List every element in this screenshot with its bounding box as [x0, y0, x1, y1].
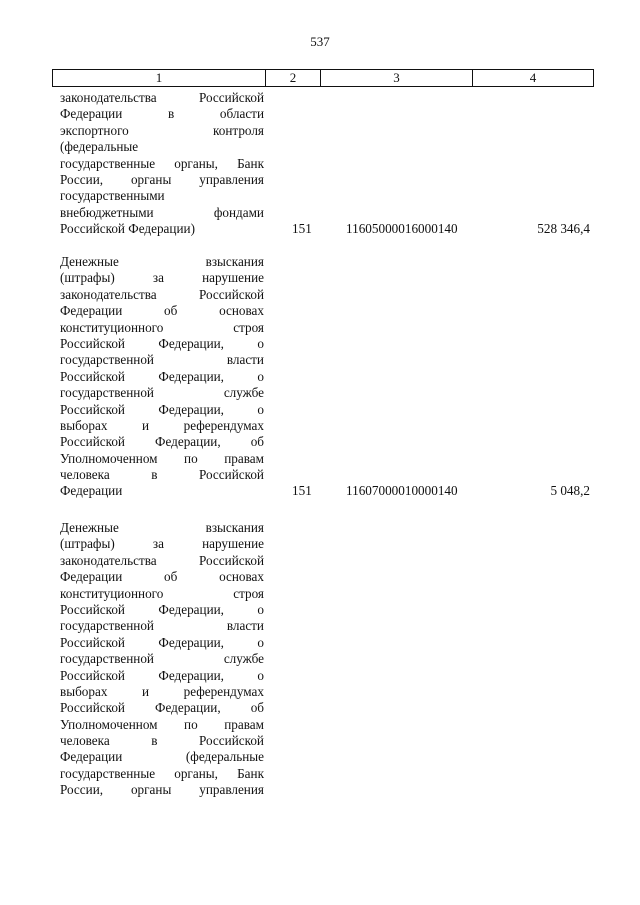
text-line: Уполномоченном по правам: [60, 450, 264, 466]
kbk-code: 11605000016000140: [346, 221, 458, 236]
admin-code: 151: [292, 221, 312, 236]
table-row: [52, 520, 594, 810]
text-line: государственными: [60, 188, 165, 204]
text-line: Федерации об основах: [60, 569, 264, 585]
text-line: Российской Федерации, о: [60, 667, 264, 683]
amount: 528 346,4: [537, 221, 590, 236]
table-header-row: [52, 69, 594, 87]
text-line: человека в Российской: [60, 467, 264, 483]
text-line: государственной власти: [60, 618, 264, 634]
text-line: Российской Федерации, о: [60, 368, 264, 384]
text-line: выборах и референдумах: [60, 417, 264, 433]
text-line: России, органы управления: [60, 782, 264, 798]
row-description: [60, 90, 264, 238]
text-line: человека в Российской: [60, 733, 264, 749]
text-line: государственные органы, Банк: [60, 765, 264, 781]
text-line: Российской Федерации, об: [60, 700, 264, 716]
text-line: конституционного строя: [60, 319, 264, 335]
text-line: Российской Федерации, об: [60, 434, 264, 450]
column-header-3: 3: [320, 70, 472, 86]
text-line: (штрафы) за нарушение: [60, 536, 264, 552]
column-header-4: 4: [472, 70, 593, 86]
table-row: [52, 90, 594, 240]
text-line: Федерации: [60, 483, 123, 499]
row-description: [60, 520, 264, 799]
text-line: Федерации (федеральные: [60, 749, 264, 765]
page-number: 537: [310, 34, 330, 49]
text-line: внебюджетными фондами: [60, 204, 264, 220]
text-line: государственные органы, Банк: [60, 155, 264, 171]
text-line: (федеральные: [60, 139, 139, 155]
table-row: [52, 254, 594, 504]
text-line: законодательства Российской: [60, 552, 264, 568]
admin-code: 151: [292, 483, 312, 498]
text-line: экспортного контроля: [60, 122, 264, 138]
text-line: Денежные взыскания: [60, 254, 264, 269]
text-line: (штрафы) за нарушение: [60, 270, 264, 286]
text-line: законодательства Российской: [60, 286, 264, 302]
text-line: государственной власти: [60, 352, 264, 368]
text-line: Российской Федерации, о: [60, 634, 264, 650]
text-line: выборах и референдумах: [60, 683, 264, 699]
column-header-2: 2: [265, 70, 320, 86]
text-line: законодательства Российской: [60, 90, 264, 105]
text-line: Денежные взыскания: [60, 520, 264, 535]
text-line: Уполномоченном по правам: [60, 716, 264, 732]
text-line: России, органы управления: [60, 171, 264, 187]
text-line: Российской Федерации, о: [60, 335, 264, 351]
row-description: [60, 254, 264, 500]
text-line: государственной службе: [60, 651, 264, 667]
text-line: государственной службе: [60, 385, 264, 401]
text-line: Российской Федерации, о: [60, 401, 264, 417]
text-line: Федерации об основах: [60, 303, 264, 319]
text-line: Российской Федерации): [60, 221, 195, 237]
kbk-code: 11607000010000140: [346, 483, 458, 498]
text-line: Российской Федерации, о: [60, 601, 264, 617]
amount: 5 048,2: [550, 483, 590, 498]
text-line: конституционного строя: [60, 585, 264, 601]
column-header-1: 1: [155, 70, 163, 85]
text-line: Федерации в области: [60, 106, 264, 122]
